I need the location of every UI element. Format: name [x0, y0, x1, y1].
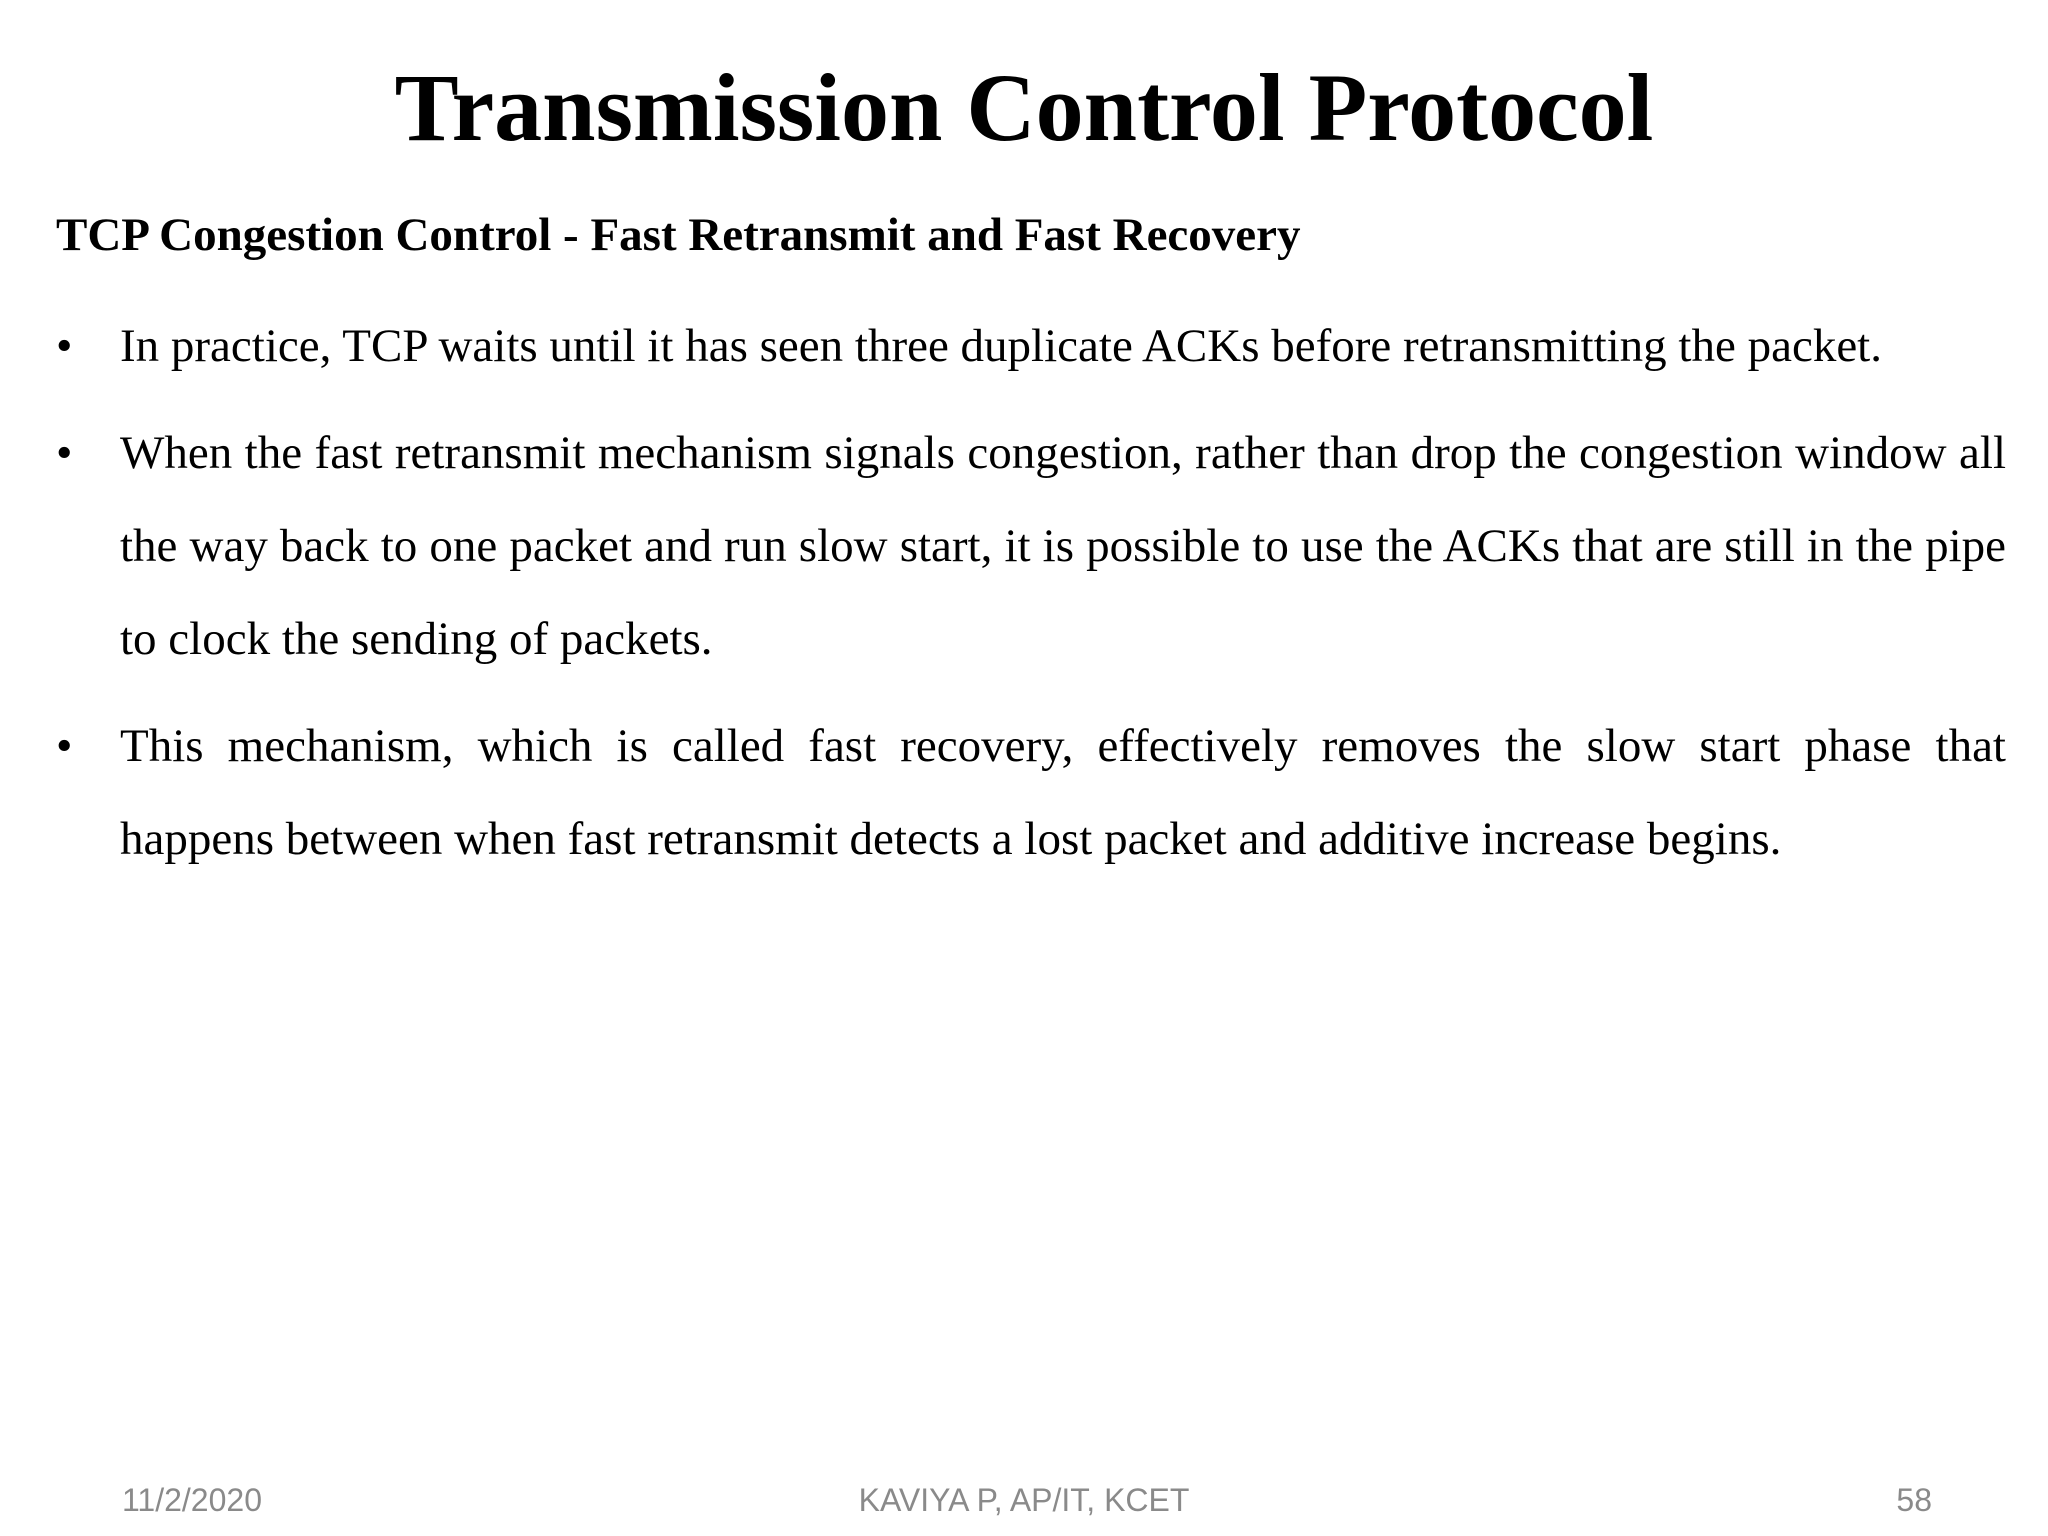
footer-page-number: 58: [1896, 1482, 1932, 1518]
bullet-text: This mechanism, which is called fast recovery, effectively removes the slow start phase that happens between when fast retransmit detects a lost packet and additive increase begins.: [120, 720, 2006, 865]
footer-date: 11/2/2020: [122, 1482, 262, 1518]
bullet-item: [56, 300, 2006, 393]
bullet-dot-icon: •: [56, 720, 73, 772]
bullet-dot-icon: •: [56, 320, 73, 372]
bullet-dot-icon: •: [56, 427, 73, 479]
bullet-list: [56, 300, 2006, 900]
slide-title: Transmission Control Protocol: [394, 54, 1654, 161]
bullet-text: In practice, TCP waits until it has seen three duplicate ACKs before retransmitting the packet.: [120, 320, 1882, 372]
footer-author: KAVIYA P, AP/IT, KCET: [858, 1482, 1190, 1518]
bullet-item: [56, 700, 2006, 886]
bullet-item: [56, 407, 2006, 686]
slide-subtitle: TCP Congestion Control - Fast Retransmit and Fast Recovery: [56, 209, 1301, 261]
bullet-text: When the fast retransmit mechanism signals congestion, rather than drop the congestion window all the way back to one packet and run slow start, it is possible to use the ACKs that are still in the pipe to clock the sending of packets.: [120, 427, 2006, 665]
